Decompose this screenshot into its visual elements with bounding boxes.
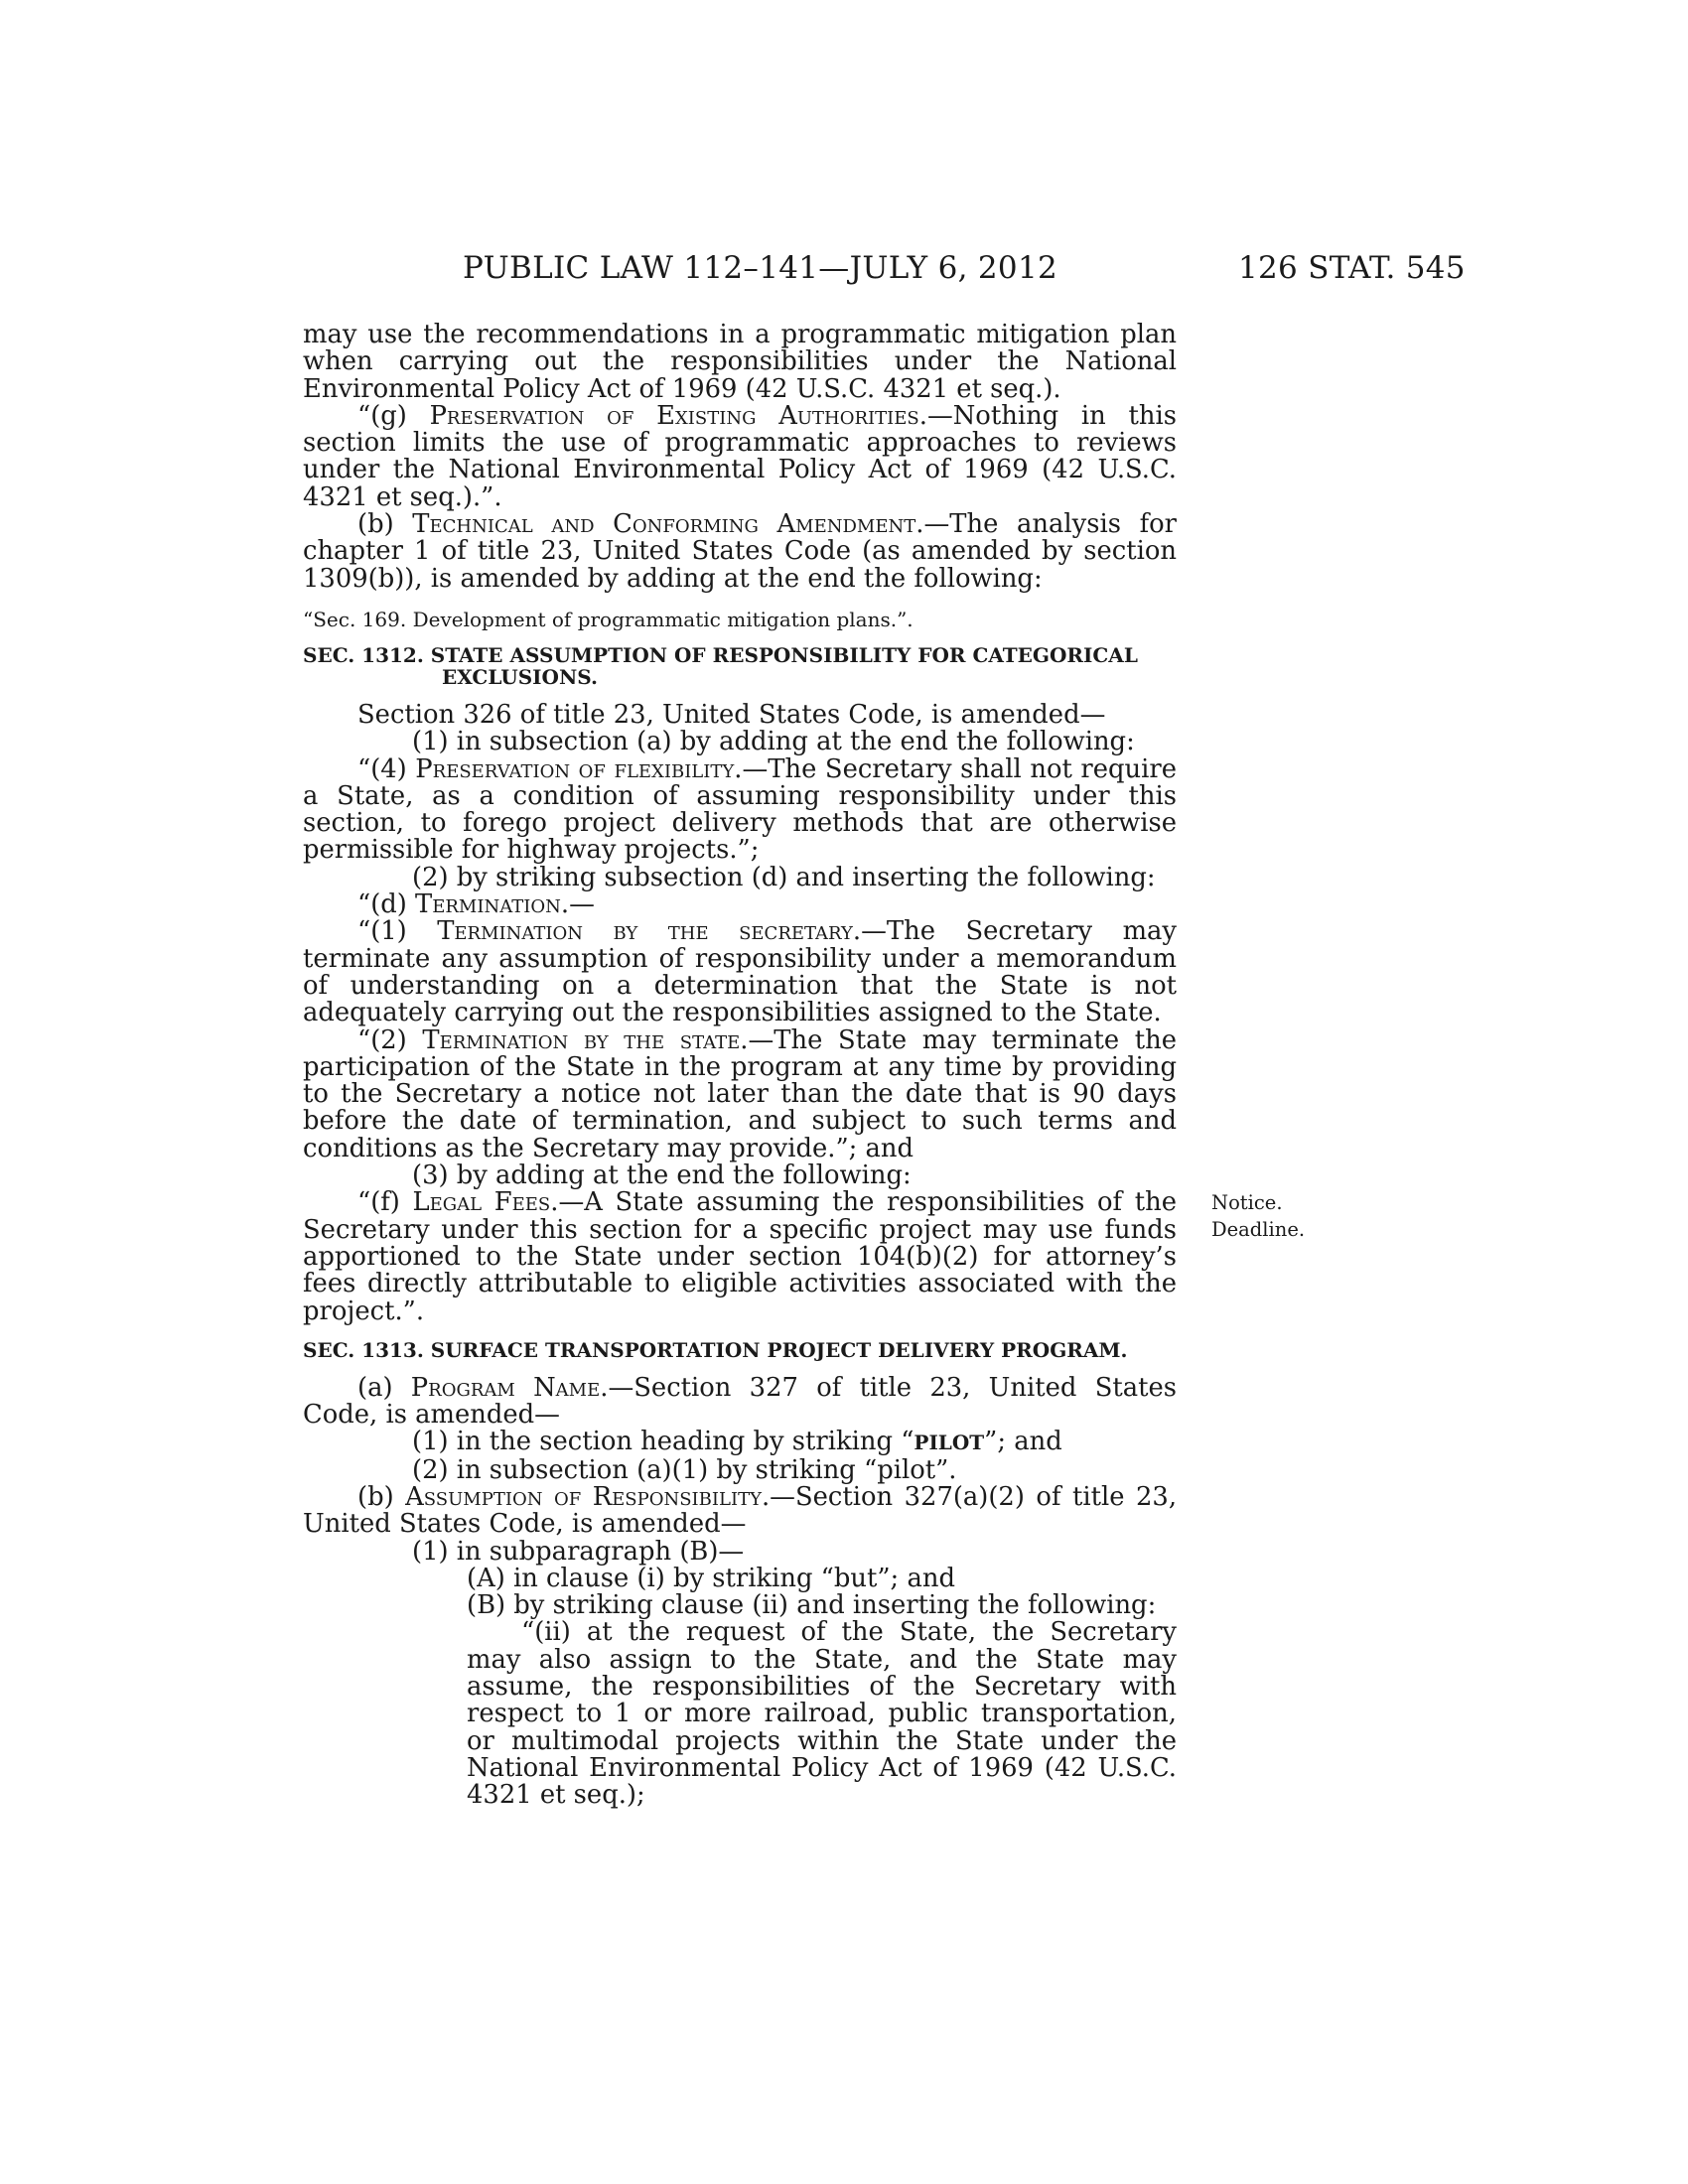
subsection-d-dash: — — [569, 889, 595, 920]
paragraph-4-open: “(4) — [357, 753, 416, 784]
paragraph-4-flexibility — [303, 753, 1177, 866]
paragraph-4-heading: Preservation of flexibility. — [415, 753, 743, 784]
section-1312-heading: SEC. 1312. STATE ASSUMPTION OF RESPONSIBILITY FOR CATEGORICAL EXCLUSIONS. — [303, 642, 1138, 689]
subsection-a-item-1 — [303, 1429, 1177, 1456]
subsection-f-legal-fees — [303, 1189, 1177, 1324]
subsection-a-item-2: (2) in subsection (a)(1) by striking “pilot”. — [412, 1454, 957, 1485]
subsection-g-text: —Nothing in this section limits the use of programmatic approaches to reviews under the National Environmental Policy Act of 1969 (42 U.S.C. 4321 et seq.).”. — [303, 400, 1178, 512]
paragraph-d2-text: —The State may terminate the participation of the State in the program at any time by providing to the Secretary a notice not later than the date that is 90 days before the date of termination, and subject to such terms and conditions as the Secretary may provide.”; and — [303, 1024, 1177, 1163]
item-1-pilot: PILOT — [914, 1431, 985, 1455]
subparagraph-A: (A) in clause (i) by striking “but”; and — [467, 1563, 955, 1593]
paragraph-4-text: —The Secretary shall not require a State, as a condition of assuming responsibility under this section, to forego project delivery methods that are otherwise permissible for highway projects.”; — [303, 753, 1177, 866]
subsection-b2-text: —Section 327(a)(2) of title 23, United States Code, is amended— — [303, 1481, 1178, 1540]
subsection-f-open: “(f) — [357, 1187, 413, 1218]
subsection-b-amendment — [303, 511, 1177, 593]
clause-ii: “(ii) at the request of the State, the Secretary may also assign to the State, and the State may assume, the responsibilities of the Secretary with respect to 1 or more railroad, public transportation, or multimodal projects within the State under the National Environmental Policy Act of 1969 (42 U.S.C. 4321 et seq.); — [467, 1617, 1177, 1811]
subsection-g — [303, 400, 1178, 512]
subsection-d-heading: Termination. — [415, 889, 570, 920]
paragraph-d1-heading: Termination by the secretary. — [437, 916, 862, 947]
subsection-a-heading: Program Name. — [410, 1372, 609, 1403]
paragraph-d1-open: “(1) — [357, 916, 438, 947]
section-1312-item-1: (1) in subsection (a) by adding at the end the following: — [412, 727, 1135, 757]
subsection-g-open: “(g) — [357, 400, 430, 431]
subsection-b2-open: (b) — [357, 1481, 406, 1512]
paragraph-d1 — [303, 918, 1177, 1026]
subsection-b-text: —The analysis for chapter 1 of title 23, United States Code (as amended by section 1309(b)), is amended by adding at the end the following: — [303, 509, 1177, 594]
item-1-after: ”; and — [984, 1427, 1062, 1457]
running-header-title: PUBLIC LAW 112–141—JULY 6, 2012 — [463, 250, 1057, 286]
section-1312-item-3: (3) by adding at the end the following: — [412, 1160, 912, 1191]
subsection-b2-heading: Assumption of Responsibility. — [405, 1481, 771, 1512]
paragraph-d2-heading: Termination by the state. — [422, 1024, 749, 1055]
subsection-g-heading: Preservation of Existing Authorities. — [429, 400, 927, 431]
subsection-a-program-name — [303, 1372, 1177, 1431]
subsection-d-open: “(d) — [357, 889, 416, 920]
subsection-a-open: (a) — [357, 1372, 411, 1403]
page-stat-number: 126 STAT. 545 — [1238, 250, 1466, 286]
section-1312-intro: Section 326 of title 23, United States Code, is amended— — [357, 699, 1106, 730]
section-1313-heading: SEC. 1313. SURFACE TRANSPORTATION PROJECT DELIVERY PROGRAM. — [303, 1337, 1128, 1362]
subparagraph-B: (B) by striking clause (ii) and inserting the following: — [467, 1590, 1157, 1621]
table-of-sections-entry: “Sec. 169. Development of programmatic mitigation plans.”. — [303, 607, 914, 631]
subsection-f-text: —A State assuming the responsibilities of the Secretary under this section for a specific project may use funds apportioned to the State under section 104(b)(2) for attorney’s fees directly attributable to eligible activities associated with the project.”. — [303, 1187, 1177, 1326]
paragraph-d2-open: “(2) — [357, 1024, 423, 1055]
paragraph-continuation: may use the recommendations in a programmatic mitigation plan when carrying out the responsibilities under the National Environmental Policy Act of 1969 (42 U.S.C. 4321 et seq.). — [303, 320, 1177, 404]
paragraph-d1-text: —The Secretary may terminate any assumption of responsibility under a memorandum of understanding on a determination that the State is not adequately carrying out the responsibilities assigned to the State. — [303, 916, 1177, 1028]
subsection-d-termination — [303, 891, 1177, 918]
subsection-a-text: —Section 327 of title 23, United States Code, is amended— — [303, 1372, 1177, 1431]
item-1-before: (1) in the section heading by striking “ — [412, 1427, 914, 1457]
subsection-f-heading: Legal Fees. — [412, 1187, 559, 1218]
section-1312-item-2: (2) by striking subsection (d) and inserting the following: — [412, 862, 1156, 892]
subsection-b-assumption — [303, 1481, 1178, 1540]
margin-note-notice: Notice. — [1211, 1191, 1283, 1214]
subsection-b-heading: Technical and Conforming Amendment. — [412, 509, 924, 540]
subsection-b-item-1: (1) in subparagraph (B)— — [412, 1536, 745, 1567]
document-body — [303, 322, 1177, 1810]
paragraph-d2 — [303, 1024, 1177, 1163]
margin-note-deadline: Deadline. — [1211, 1218, 1306, 1241]
subsection-b-open: (b) — [357, 509, 413, 540]
